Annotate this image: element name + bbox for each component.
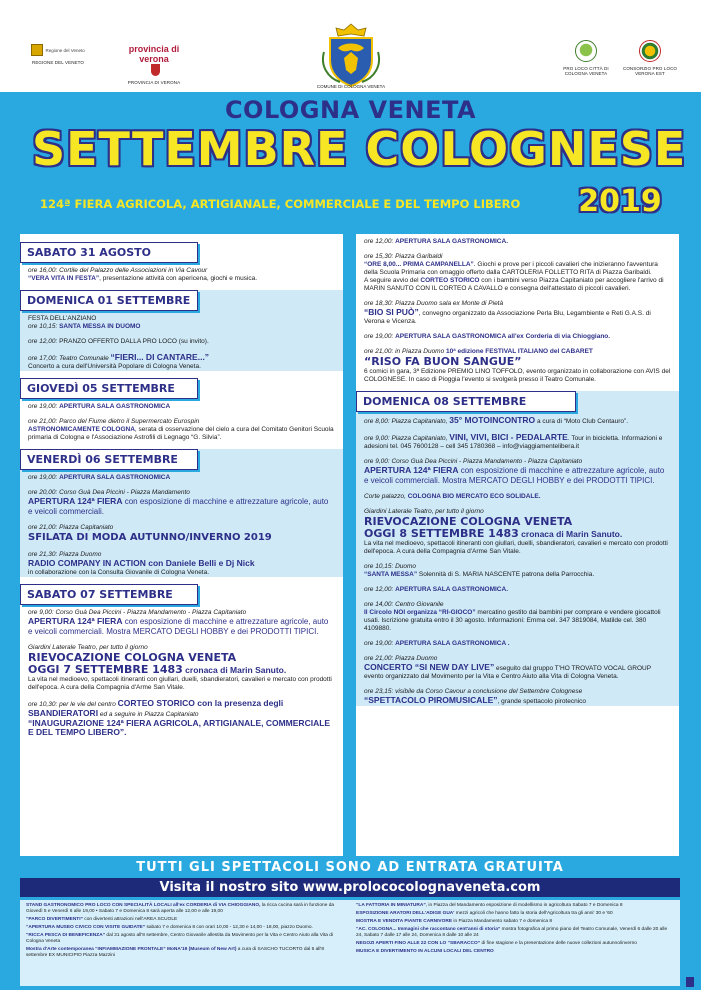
- program-item: ore 10,30: per le vie del centro CORTEO STORICO con la presenza degli SBANDIERATORI ed a seguire in Piazza Capitaniato “INAUGURAZIONE 124ª FIERA AGRICOLA, ARTIGIANALE, COMMERCIALE E DEL TEMPO LIBERO”.: [28, 698, 331, 737]
- event-subtitle: 124ª FIERA AGRICOLA, ARTIGIANALE, COMMERCIALE E DEL TEMPO LIBERO: [40, 197, 521, 211]
- veneto-logo-text: Regione del Veneto: [45, 47, 85, 53]
- veneto-caption: REGIONE DEL VENETO: [31, 60, 85, 65]
- regione-veneto-logo: [28, 44, 88, 65]
- proloco-logo: [556, 40, 616, 76]
- program-item: ore 21,00: Parco del Fiume dietro il Supermercato Eurospin ASTRONOMICAMENTE COLOGNA, serata di osservazione del cielo a cura del Comitato Genitori Scuola primaria di Cologna e l'Associazione Astrofili di Legnago “G. Silvia”.: [28, 418, 334, 441]
- consorzio-caption: CONSORZIO PRO LOCO VERONA EST: [622, 66, 678, 76]
- comune-caption: COMUNE DI COLOGNA VENETA: [316, 84, 386, 89]
- day-band: [20, 290, 343, 371]
- program-item: ore 20,00: Corso Guà Dea Piccini - Piazza Mandamento APERTURA 124ª FIERA con esposizione di macchine e attrezzature agricole, auto e veicoli commerciali.: [28, 489, 329, 516]
- info-item: “LA FATTORIA IN MINIATURA”, in Piazza del Mandamento esposizione di modellismo in agricoltura Sabato 7 e Domenica 8: [356, 903, 623, 908]
- extra-info-box: [20, 900, 680, 986]
- verona-caption: PROVINCIA DI VERONA: [127, 80, 181, 85]
- info-item: “AC. COLOGNA... Immagini che raccontano cent'anni di storia” mostra fotografica al primo piano del Teatro Comunale, Venerdì 6 dalle 20 alle 24, Sabato 7 dalle 17 alle 24, Domenica 8 dalle 10 alle 24: [356, 927, 668, 938]
- proloco-caption: PRO LOCO CITTÀ DI COLOGNA VENETA: [563, 66, 609, 76]
- program-item: ore 21,00: Piazza Capitaniato SFILATA DI MODA AUTUNNO/INVERNO 2019: [28, 524, 272, 543]
- program-item: ore 19,00: APERTURA SALA GASTRONOMICA: [28, 474, 171, 481]
- program-item: ore 12,00: APERTURA SALA GASTRONOMICA.: [364, 586, 508, 593]
- program-item: ore 9,00: Corso Guà Dea Piccini - Piazza Mandamento - Piazza Capitaniato APERTURA 124ª FIERA con esposizione di macchine e attrezzature agricole, auto e veicoli commerciali. Mostra MERCATO DEGLI HOBBY e dei PRODOTTI TIPICI.: [364, 458, 665, 485]
- info-item: Mostra d'Arte contemporanea “INFIAMMAZIONE FRONTALE” MoNA'19 (Museum of New Art) a cura di SASCHO TUCORTO dal 6 all'8 settembre EX MUNICIPIO Piazza Mazzini: [26, 947, 324, 958]
- day-band: [20, 449, 343, 577]
- program-left-column: [20, 234, 343, 856]
- program-right-column: [356, 234, 679, 856]
- program-item: ore 15,30: Piazza Garibaldi “ORE 8,00... PRIMA CAMPANELLA”. Giochi e prove per i piccoli cavalieri che inizieranno l'avventura della Scuola Primaria con omaggio offerto dalla CARTOLERIA FOLLETTO RITA di Piazza Garibaldi. A seguire avvio del CORTEO STORICO con i bambini verso Piazza Capitaniato per accogliere l'arrivo di MARIN SANUTO CON IL CORTEO A CAVALLO e consegna dell'attestato di piccoli cavalieri.: [364, 253, 664, 292]
- event-year: 2019: [578, 184, 662, 219]
- event-title: SETTEMBRE COLOGNESE: [32, 122, 687, 176]
- info-item: “PARCO DIVERTIMENTI” con divertenti attrazioni nell'AREA SCUOLE: [26, 917, 178, 922]
- program-item: ore 19,00: APERTURA SALA GASTRONOMICA all'ex Corderia di via Chioggiano.: [364, 333, 611, 340]
- header: [0, 0, 701, 92]
- day-heading: SABATO 31 AGOSTO: [20, 242, 198, 263]
- program-item: Giardini Laterale Teatro, per tutto il giorno RIEVOCAZIONE COLOGNA VENETA OGGI 8 SETTEMBRE 1483 cronaca di Marin Sanuto. La vita nel medioevo, spettacoli itineranti con giullari, duelli, sbandieratori, cavalieri e mercato con prodotti dell'epoca. A cura della Compagnia d'Arme San Vitale.: [364, 508, 668, 555]
- info-item: MUSICA E DIVERTIMENTO IN ALCUNI LOCALI DEL CENTRO: [356, 949, 494, 954]
- veneto-lion-icon: [31, 44, 43, 56]
- tree-emblem-icon: [575, 40, 597, 62]
- program-item: ore 18,30: Piazza Duomo sala ex Monte di Pietà “BIO SI PUÒ”, convegno organizzato da Associazione Perla Blu, Legambiente e Reti G.A.S. di Verona e Vicenza.: [364, 300, 651, 325]
- extra-info-right: [356, 903, 674, 957]
- program-item: ore 16,00: Cortile del Palazzo delle Associazioni in Via Cavour “VERA VITA IN FESTA”, presentazione attività con apericena, giochi e musica.: [28, 267, 258, 282]
- program-item: ore 23,15: visibile da Corso Cavour a conclusione del Settembre Colognese “SPETTACOLO PIROMUSICALE”, grande spettacolo pirotecnico: [364, 688, 587, 705]
- info-item: “RICCA PESCA DI BENEFICENZA” dal 31 agosto all'8 settembre, Centro Giovanile allestita da Movimento per la Vita e Centro Aiuto alla Vita di Cologna Veneta: [26, 933, 334, 944]
- program-item: ore 9,00: Corso Guà Dea Piccini - Piazza Mandamento - Piazza Capitaniato APERTURA 124ª FIERA con esposizione di macchine e attrezzature agricole, auto e veicoli commerciali. Mostra MERCATO DEGLI HOBBY e dei PRODOTTI TIPICI.: [28, 609, 329, 636]
- program-item: ore 21,00: in Piazza Duomo 10ª edizione FESTIVAL ITALIANO del CABARET “RISO FA BUON SANGUE” 6 comici in gara, 3ª Edizione PREMIO LINO TOFFOLO, evento organizzato in collaborazione con AVIS del COLOGNESE. In caso di Pioggia l'evento si svolgerà presso il Teatro Comunale.: [364, 348, 671, 383]
- program-item: ore 8,00: Piazza Capitaniato, 35° MOTOINCONTRO a cura di “Moto Club Centauro”.: [364, 415, 629, 425]
- verona-shield-icon: [151, 64, 160, 76]
- info-item: STAND GASTRONOMICO PRO LOCO CON SPECIALITÀ LOCALI all'ex CORDERIA di VIA CHIOGGIANO, la ricca cucina sarà in funzione da Giovedì 5 e Venerdì 6 alle 19,00 • Sabato 7 e Domenica 8 sarà aperta alle 12,00 e alle 19,00: [26, 903, 335, 914]
- town-title: COLOGNA VENETA: [224, 96, 477, 124]
- comune-crest-icon: [318, 22, 384, 88]
- program-item: ore 9,00: Piazza Capitaniato, VINI, VIVI, BICI - PEDALARTE. Tour in bicicletta. Informazioni e adesioni tel. 045 7600128 – cell 345 1780368 – info@viaggiamentelibera.it: [364, 432, 663, 450]
- info-item: “APERTURA MUSEO CIVICO CON VISITE GUIDATE” sabato 7 e domenica 8 con orari 10,00 - 12,30 e 14,00 - 18,00, piazzo Duomo.: [26, 925, 313, 930]
- program-item: ore 10,15: Duomo “SANTA MESSA” Solennità di S. MARIA NASCENTE patrona della Parrocchia.: [364, 563, 595, 578]
- info-item: NEGOZI APERTI FINO ALLE 22 CON LO “SBARACCO” di fine stagione e la presentazione delle nuove collezioni autunno/inverno: [356, 941, 637, 946]
- provincia-verona-logo: [124, 44, 184, 85]
- program-item: Giardini Laterale Teatro, per tutto il giorno RIEVOCAZIONE COLOGNA VENETA OGGI 7 SETTEMBRE 1483 cronaca di Marin Sanuto. La vita nel medioevo, spettacoli itineranti con giullari, duelli, sbandieratori, cavalieri e mercato con prodotti dell'epoca. A cura della Compagnia d'Arme San Vitale.: [28, 644, 332, 691]
- day-band: [356, 391, 679, 706]
- free-entry-banner: TUTTI GLI SPETTACOLI SONO AD ENTRATA GRATUITA: [20, 858, 680, 877]
- verona-logo-word: provincia di verona: [128, 44, 180, 64]
- consorzio-emblem-icon: [639, 40, 661, 62]
- day-heading: VENERDÌ 06 SETTEMBRE: [20, 449, 198, 470]
- program-item: ore 12,00: APERTURA SALA GASTRONOMICA.: [364, 238, 508, 245]
- info-item: MOSTRA E VENDITA PIANTE CARNIVORE in Piazza Mandamento sabato 7 e domenica 8: [356, 919, 553, 924]
- day-heading: GIOVEDÌ 05 SETTEMBRE: [20, 378, 198, 399]
- poster-body: [0, 92, 701, 990]
- printer-mark-icon: [686, 977, 694, 987]
- program-item: ore 19,00: APERTURA SALA GASTRONOMICA .: [364, 640, 510, 647]
- program-item: FESTA DELL'ANZIANO ore 10,15: SANTA MESSA IN DUOMO: [28, 315, 141, 330]
- day-heading: DOMENICA 08 SETTEMBRE: [356, 391, 576, 412]
- program-item: ore 12,00: PRANZO OFFERTO DALLA PRO LOCO (su invito).: [28, 338, 209, 345]
- program-item: ore 21,00: Piazza Duomo CONCERTO “SI NEW DAY LIVE” eseguito dal gruppo T'HO TROVATO VOCAL GROUP evento organizzato dal Movimento per la Vita e Centro Aiuto alla Vita di Cologna Veneta.: [364, 655, 651, 680]
- day-heading: DOMENICA 01 SETTEMBRE: [20, 290, 198, 311]
- consorzio-logo: [620, 40, 680, 76]
- program-item: ore 17,00: Teatro Comunale “FIERI... DI CANTARE...” Concerto a cura dell'Università Popolare di Cologna Veneta.: [28, 352, 210, 370]
- program-item: ore 21,30: Piazza Duomo RADIO COMPANY IN ACTION con Daniele Belli e Dj Nick in collaborazione con la Consulta Giovanile di Cologna Veneta.: [28, 551, 255, 576]
- program-item: ore 14,00: Centro Giovanile Il Circolo NOI organizza “RI-GIOCO” mercatino gestito dai bambini per comprare e vendere giocattoli usati. Iscrizione gratuita entro il 30 agosto. Informazioni: Emma cel. 347 3819084, Matilde cel. 380 4109880.: [364, 601, 661, 632]
- program-item: ore 19,00: APERTURA SALA GASTRONOMICA: [28, 403, 171, 410]
- info-item: ESPOSIZIONE ARATORI DELL'ADIGE GUA' mezzi agricoli che hanno fatto la storia dell'Agricoltura tra gli anni' 30 e '60: [356, 911, 613, 916]
- day-heading: SABATO 07 SETTEMBRE: [20, 584, 198, 605]
- program-item: Corte palazzo, COLOGNA BIO MERCATO ECO SOLIDALE.: [364, 493, 541, 500]
- website-banner[interactable]: Visita il nostro sito www.prolococolognaveneta.com: [20, 878, 680, 897]
- extra-info-left: [26, 903, 344, 961]
